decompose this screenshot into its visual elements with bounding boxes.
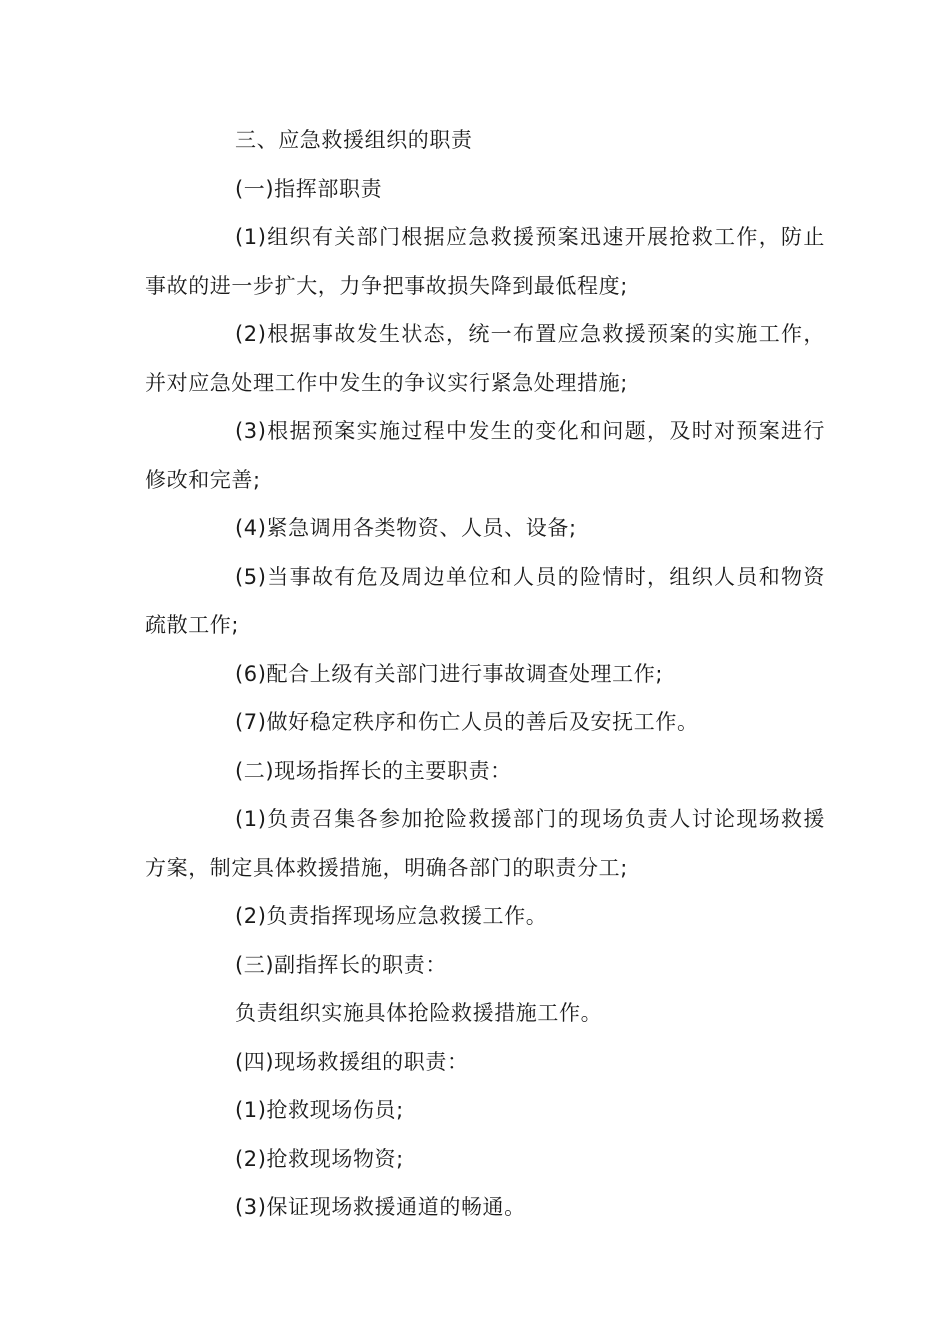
list-item: (3)根据预案实施过程中发生的变化和问题，及时对预案进行修改和完善; xyxy=(145,419,825,492)
list-item: (1)抢救现场伤员; xyxy=(235,1098,404,1122)
body-text: 负责组织实施具体抢险救援措施工作。 xyxy=(235,1001,603,1025)
list-item: (4)紧急调用各类物资、人员、设备; xyxy=(235,516,577,540)
subsection-heading: (三)副指挥长的职责： xyxy=(235,952,447,977)
document-body xyxy=(145,116,825,1232)
section-heading: 三、应急救援组织的职责 xyxy=(235,128,473,152)
subsection-heading: (一)指挥部职责 xyxy=(235,176,383,201)
list-item: (7)做好稳定秩序和伤亡人员的善后及安抚工作。 xyxy=(235,710,699,734)
list-item: (3)保证现场救援通道的畅通。 xyxy=(235,1195,526,1219)
list-item: (1)负责召集各参加抢险救援部门的现场负责人讨论现场救援方案，制定具体救援措施，明确各部门的职责分工; xyxy=(145,807,825,880)
list-item: (2)根据事故发生状态，统一布置应急救援预案的实施工作，并对应急处理工作中发生的争议实行紧急处理措施; xyxy=(145,322,825,395)
list-item: (2)负责指挥现场应急救援工作。 xyxy=(235,904,548,928)
list-item: (6)配合上级有关部门进行事故调查处理工作; xyxy=(235,661,664,686)
list-item: (5)当事故有危及周边单位和人员的险情时，组织人员和物资疏散工作; xyxy=(145,564,825,637)
subsection-heading: (四)现场救援组的职责： xyxy=(235,1049,469,1074)
subsection-heading: (二)现场指挥长的主要职责： xyxy=(235,758,512,783)
list-item: (1)组织有关部门根据应急救援预案迅速开展抢救工作，防止事故的进一步扩大，力争把事故损失降到最低程度; xyxy=(145,225,825,298)
list-item: (2)抢救现场物资; xyxy=(235,1146,404,1171)
